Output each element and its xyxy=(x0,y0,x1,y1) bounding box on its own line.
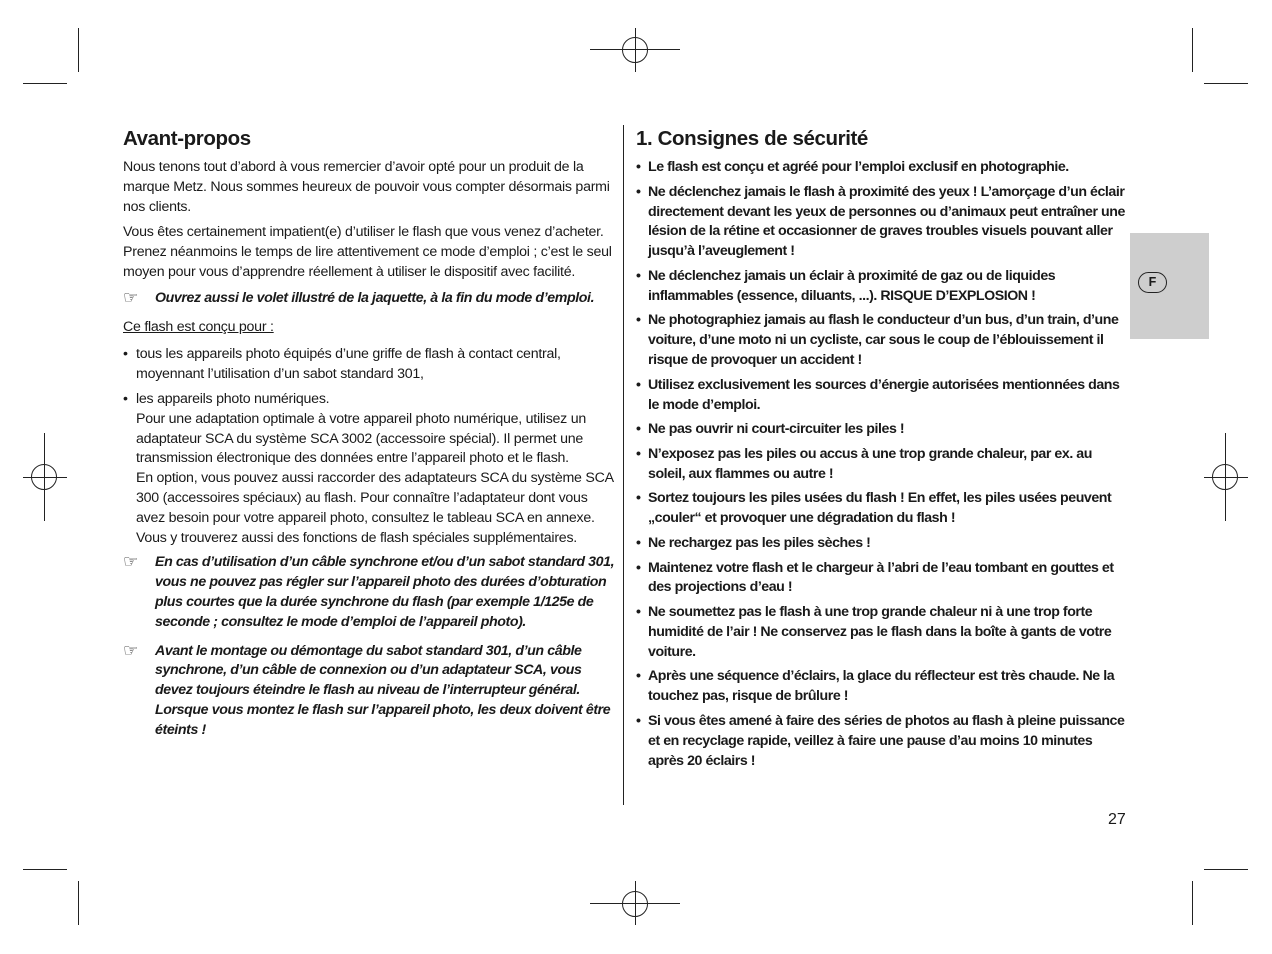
crop-mark xyxy=(1192,28,1193,72)
crop-mark xyxy=(23,83,67,84)
list-item: • Ne pas ouvrir ni court-circuiter les piles ! xyxy=(636,420,1128,440)
note-text: Avant le montage ou démontage du sabot standard 301, d’un câble synchrone, d’un câble de connexion ou d’un adaptateur SCA, vous devez toujours éteindre le flash au niveau de l’interrupteur général. Lorsque vous montez le flash sur l’appareil photo, les deux doivent être éteints ! xyxy=(155,642,611,738)
list-item: • Ne photographiez jamais au flash le conducteur d’un bus, d’un train, d’une voiture, d’une moto ni un cycliste, car sous le coup de l’éblouissement il risque de provoquer un accident ! xyxy=(636,311,1128,371)
column-divider xyxy=(623,125,624,805)
language-badge: F xyxy=(1138,272,1167,293)
list-item-text: En option, vous pouvez aussi raccorder des adaptateurs SCA du système SCA 300 (accessoires spéciaux) au flash. Pour connaître l’adaptateur dont vous avez besoin pour votre appareil photo, consultez le tableau SCA en annexe. Vous y trouverez aussi des fonctions de flash spéciales supplémentaires. xyxy=(136,470,614,546)
list-item: • Sortez toujours les piles usées du flash ! En effet, les piles usées peuvent „couler“ et provoquer une dégradation du flash ! xyxy=(636,489,1128,529)
list-item: • Le flash est conçu et agréé pour l’emploi exclusif en photographie. xyxy=(636,158,1128,178)
pointing-hand-icon: ☞ xyxy=(123,552,138,572)
crop-mark xyxy=(78,28,79,72)
crop-mark xyxy=(1204,83,1248,84)
list-item: • Ne soumettez pas le flash à une trop grande chaleur ni à une trop forte humidité de l’air ! Ne conservez pas le flash dans la boîte à gants de votre voiture. xyxy=(636,603,1128,663)
crop-mark xyxy=(23,869,67,870)
registration-circle-icon xyxy=(622,891,648,917)
registration-circle-icon xyxy=(1212,464,1238,490)
list-item xyxy=(123,390,617,548)
foreword-column xyxy=(123,125,617,750)
note xyxy=(123,289,617,309)
foreword-intro: Vous êtes certainement impatient(e) d’utiliser le flash que vous venez d’acheter. Prenez néanmoins le temps de lire attentivement ce mode d’emploi ; c’est le seul moyen pour vous d’apprendre réellement à utiliser le dispositif avec facilité. xyxy=(123,224,612,280)
list-item: • Après une séquence d’éclairs, la glace du réflecteur est très chaude. Ne la touchez pas, risque de brûlure ! xyxy=(636,667,1128,707)
list-item xyxy=(123,345,617,385)
compat-heading: Ce flash est conçu pour : xyxy=(123,318,274,335)
list-item: • Ne déclenchez jamais le flash à proximité des yeux ! L’amorçage d’un éclair directement devant les yeux de personnes ou d’animaux peut entraîner une lésion de la rétine et occasionner de graves troubles visuels pouvant aller jusqu’à l’aveuglement ! xyxy=(636,183,1128,263)
list-item-text: tous les appareils photo équipés d’une griffe de flash à contact central, moyennant l’utilisation d’un sabot standard 301, xyxy=(136,346,561,383)
registration-circle-icon xyxy=(622,37,648,63)
pointing-hand-icon: ☞ xyxy=(123,287,138,307)
foreword-intro: Nous tenons tout d’abord à vous remercier d’avoir opté pour un produit de la marque Metz. Nous sommes heureux de pouvoir vous compter désormais parmi nos clients. xyxy=(123,159,610,215)
list-item-text: les appareils photo numériques. xyxy=(136,390,330,407)
note-text: En cas d’utilisation d’un câble synchrone et/ou d’un sabot standard 301, vous ne pouvez pas régler sur l’appareil photo des durées d’obturation plus courtes que la durée synchrone du flash (par exemple 1/125e de seconde ; consultez le mode d’emploi de l’appareil photo). xyxy=(155,554,615,630)
note-text: Ouvrez aussi le volet illustré de la jaquette, à la fin du mode d’emploi. xyxy=(155,289,595,306)
list-item: • Maintenez votre flash et le chargeur à l’abri de l’eau tombant en gouttes et des projections d’eau ! xyxy=(636,559,1128,599)
note xyxy=(123,553,617,632)
list-item: • Ne rechargez pas les piles sèches ! xyxy=(636,534,1128,554)
foreword-title: Avant-propos xyxy=(123,127,251,150)
list-item-text: Pour une adaptation optimale à votre appareil photo numérique, utilisez un adaptateur SCA du système SCA 3002 (accessoire spécial). Il permet une transmission électronique des données entre l’appareil photo et le flash. xyxy=(136,410,586,467)
page-number: 27 xyxy=(1108,811,1126,828)
crop-mark xyxy=(1192,881,1193,925)
registration-circle-icon xyxy=(31,464,57,490)
crop-mark xyxy=(1204,869,1248,870)
list-item: • Utilisez exclusivement les sources d’énergie autorisées mentionnées dans le mode d’emploi. xyxy=(636,376,1128,416)
crop-mark xyxy=(78,881,79,925)
safety-column xyxy=(636,125,1128,776)
safety-title: 1. Consignes de sécurité xyxy=(636,127,868,150)
pointing-hand-icon: ☞ xyxy=(123,640,138,660)
note xyxy=(123,642,617,741)
list-item: • Si vous êtes amené à faire des séries de photos au flash à pleine puissance et en recyclage rapide, veillez à faire une pause d’au moins 10 minutes après 20 éclairs ! xyxy=(636,712,1128,772)
list-item: • N’exposez pas les piles ou accus à une trop grande chaleur, par ex. au soleil, aux flammes ou autre ! xyxy=(636,445,1128,485)
list-item: • Ne déclenchez jamais un éclair à proximité de gaz ou de liquides inflammables (essence, diluants, ...). RISQUE D’EXPLOSION ! xyxy=(636,267,1128,307)
